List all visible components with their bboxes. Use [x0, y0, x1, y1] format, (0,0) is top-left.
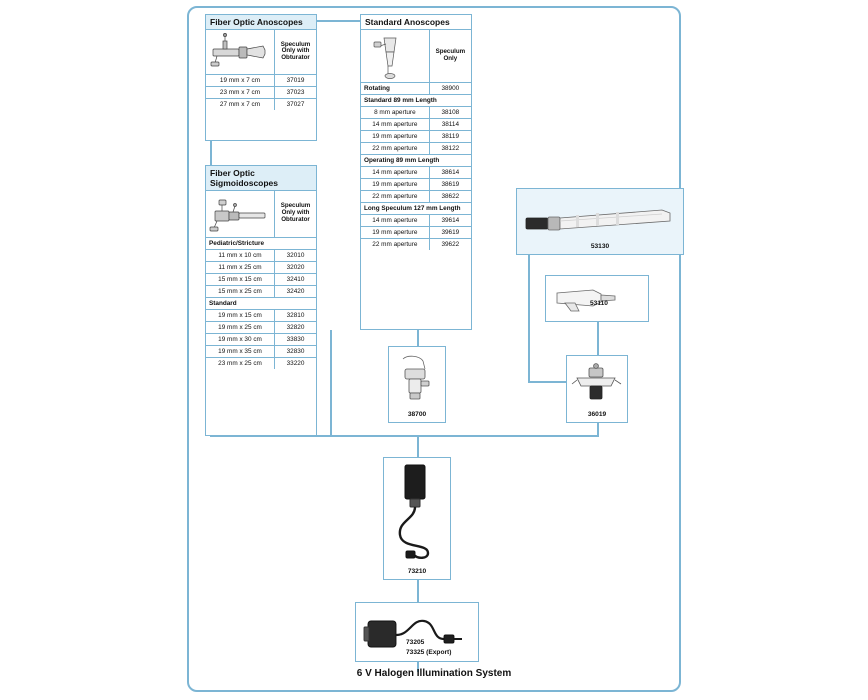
fiber-optic-sigmoidoscopes-column-header: Speculum Only with Obturator	[275, 190, 317, 237]
row-code: 38619	[429, 179, 471, 191]
handle-image-box	[545, 275, 649, 322]
standard-anoscopes-column-header: Speculum Only	[429, 29, 471, 82]
fiber-optic-sigmoidoscopes-box	[205, 165, 317, 436]
section-row	[206, 297, 316, 309]
table-row	[361, 215, 471, 227]
section-row	[206, 237, 316, 249]
section-row	[361, 155, 471, 167]
table-row	[361, 227, 471, 239]
illuminator-head-code: 36019	[587, 411, 607, 418]
row-desc: 14 mm aperture	[361, 118, 429, 130]
row-desc: 19 mm x 30 cm	[206, 333, 275, 345]
row-code: 38614	[429, 167, 471, 179]
power-cord-code: 73210	[407, 568, 427, 575]
row-code: 32810	[275, 309, 317, 321]
row-desc: 11 mm x 10 cm	[206, 249, 275, 261]
section-label: Standard	[206, 297, 316, 309]
row-code: 32820	[275, 321, 317, 333]
row-code: 33220	[275, 358, 317, 370]
row-code: 38622	[429, 191, 471, 203]
connector-line	[417, 435, 419, 457]
table-row	[206, 321, 316, 333]
row-code: 33830	[275, 333, 317, 345]
row-code: 32830	[275, 345, 317, 357]
section-label: Pediatric/Stricture	[206, 237, 316, 249]
table-row	[206, 74, 316, 86]
row-code: 32410	[275, 273, 317, 285]
row-code: 38119	[429, 130, 471, 142]
row-code: 39622	[429, 239, 471, 251]
fiber-optic-sigmoidoscopes-table	[206, 190, 316, 370]
transformer-code-export: 73325 (Export)	[406, 649, 452, 656]
table-row	[206, 309, 316, 321]
row-desc: 19 mm x 25 cm	[206, 321, 275, 333]
row-desc: 15 mm x 25 cm	[206, 285, 275, 297]
connector-line	[417, 435, 599, 437]
row-code: 37023	[275, 86, 317, 98]
row-desc: 8 mm aperture	[361, 106, 429, 118]
row-code: 37019	[275, 74, 317, 86]
row-desc: 19 mm aperture	[361, 227, 429, 239]
handle-code: 53110	[590, 300, 608, 307]
row-desc: Rotating	[361, 82, 429, 94]
row-desc: 19 mm aperture	[361, 179, 429, 191]
row-desc: 14 mm aperture	[361, 215, 429, 227]
fiber-optic-sigmoidoscope-image	[206, 190, 275, 237]
row-desc: 14 mm aperture	[361, 167, 429, 179]
section-label: Standard 89 mm Length	[361, 94, 471, 106]
table-row	[206, 333, 316, 345]
row-desc: 15 mm x 15 cm	[206, 273, 275, 285]
transformer-box	[355, 602, 479, 662]
row-code: 38122	[429, 143, 471, 155]
table-row	[206, 285, 316, 297]
row-code: 32020	[275, 261, 317, 273]
fiber-optic-sigmoidoscopes-title: Fiber Optic Sigmoidoscopes	[206, 166, 316, 190]
insufflator-code: 38700	[407, 411, 427, 418]
illuminator-head-box	[566, 355, 628, 423]
proctoscope-image-box	[516, 188, 684, 255]
section-row	[361, 203, 471, 215]
power-cord-box	[383, 457, 451, 580]
row-code: 39619	[429, 227, 471, 239]
fiber-optic-anoscope-image	[206, 29, 275, 74]
fiber-optic-anoscopes-title: Fiber Optic Anoscopes	[206, 15, 316, 29]
row-desc: 23 mm x 25 cm	[206, 358, 275, 370]
fiber-optic-anoscopes-box	[205, 14, 317, 141]
table-row	[206, 358, 316, 370]
section-label: Operating 89 mm Length	[361, 155, 471, 167]
connector-line	[417, 330, 419, 346]
connector-line	[417, 580, 419, 602]
table-row	[206, 86, 316, 98]
row-desc: 19 mm x 15 cm	[206, 309, 275, 321]
row-code: 32420	[275, 285, 317, 297]
fiber-optic-anoscopes-table	[206, 29, 316, 110]
standard-anoscope-image	[361, 29, 429, 82]
row-desc: 22 mm aperture	[361, 143, 429, 155]
row-desc: 11 mm x 25 cm	[206, 261, 275, 273]
section-row	[361, 94, 471, 106]
row-desc: 27 mm x 7 cm	[206, 98, 275, 110]
transformer-code: 73205	[406, 639, 425, 646]
standard-anoscopes-table	[361, 29, 471, 251]
table-row	[361, 167, 471, 179]
row-desc: 19 mm x 35 cm	[206, 345, 275, 357]
connector-line	[597, 322, 599, 355]
table-row	[361, 191, 471, 203]
table-row	[361, 143, 471, 155]
row-code: 38900	[429, 82, 471, 94]
row-code: 32010	[275, 249, 317, 261]
connector-line	[528, 381, 566, 383]
row-desc: 19 mm aperture	[361, 130, 429, 142]
section-label: Long Speculum 127 mm Length	[361, 203, 471, 215]
table-row	[361, 118, 471, 130]
table-row	[206, 261, 316, 273]
connector-line	[528, 255, 530, 382]
table-row	[361, 239, 471, 251]
row-code: 37027	[275, 98, 317, 110]
diagram-caption: 6 V Halogen Illumination System	[356, 668, 512, 679]
table-row	[206, 345, 316, 357]
table-row	[206, 273, 316, 285]
connector-line	[330, 330, 332, 436]
table-row	[361, 130, 471, 142]
connector-line	[310, 20, 360, 22]
row-desc: 22 mm aperture	[361, 191, 429, 203]
insufflator-box	[388, 346, 446, 423]
standard-anoscopes-box	[360, 14, 472, 330]
row-desc: 22 mm aperture	[361, 239, 429, 251]
table-row	[361, 179, 471, 191]
fiber-optic-anoscopes-column-header: Speculum Only with Obturator	[275, 29, 317, 74]
table-row	[206, 98, 316, 110]
row-desc: 19 mm x 7 cm	[206, 74, 275, 86]
table-row	[361, 106, 471, 118]
standard-anoscopes-title: Standard Anoscopes	[361, 15, 471, 29]
row-desc: 23 mm x 7 cm	[206, 86, 275, 98]
proctoscope-code: 53130	[590, 243, 610, 250]
row-code: 38114	[429, 118, 471, 130]
table-row	[361, 82, 471, 94]
row-code: 38108	[429, 106, 471, 118]
table-row	[206, 249, 316, 261]
row-code: 39614	[429, 215, 471, 227]
